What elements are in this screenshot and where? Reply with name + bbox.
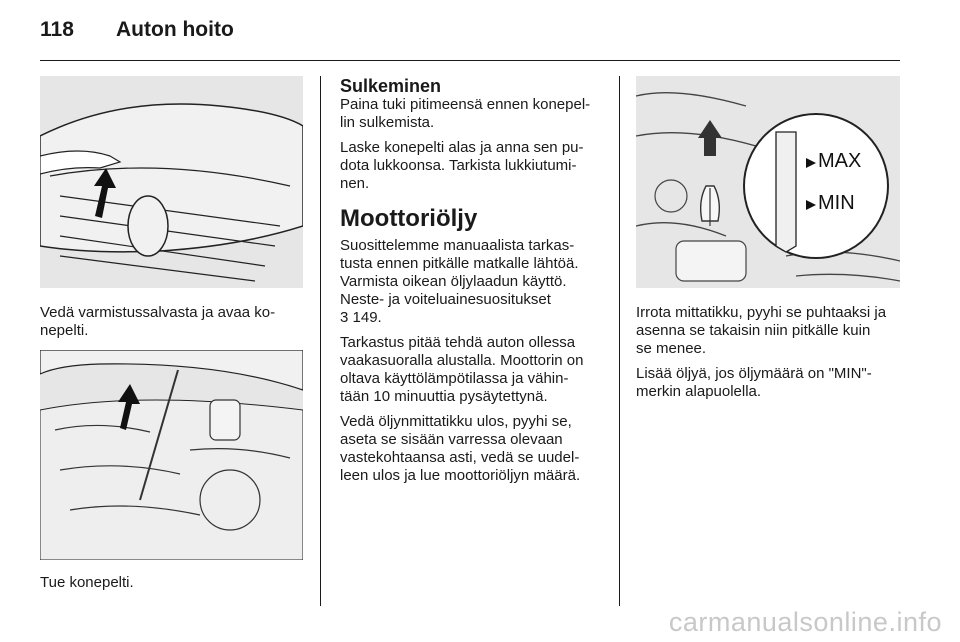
page-number: 118	[40, 18, 74, 41]
heading-engine-oil: Moottoriöljy	[340, 205, 478, 232]
caption-support-hood: Tue konepelti.	[40, 574, 134, 591]
paragraph-oil-check-conditions: Tarkastus pitää tehdä auton ollessa vaakasuoralla alustalla. Moottorin on oltava käyttölämpötilassa ja vähin- tään 10 minuuttia pysäytettynä.	[340, 334, 584, 405]
paragraph-oil-recommendation-text: Suosittelemme manuaalista tarkas- tusta ennen pitkälle matkalle lähtöä. Varmista oikean öljylaadun käyttö. Neste- ja voiteluainesuositukset	[340, 237, 579, 308]
paragraph-closing-2: Laske konepelti alas ja anna sen pu- dota lukkoonsa. Tarkista lukkiutumi- nen.	[340, 139, 584, 192]
paragraph-oil-recommendation	[340, 237, 605, 327]
section-title: Auton hoito	[116, 18, 234, 41]
dipstick-illustration	[636, 76, 900, 288]
hood-release-illustration	[40, 76, 303, 288]
watermark: carmanualsonline.info	[668, 607, 942, 637]
heading-closing: Sulkeminen	[340, 76, 442, 96]
caption-open-hood: Vedä varmistussalvasta ja avaa ko- nepelti.	[40, 304, 276, 339]
paragraph-oil-check-procedure: Vedä öljynmittatikku ulos, pyyhi se, aseta se sisään varressa olevaan vastekohtaansa asti, vedä se uudel- leen ulos ja lue moottoriöljyn määrä.	[340, 413, 581, 484]
column-divider-2	[619, 76, 620, 606]
paragraph-dipstick-reinsert: Irrota mittatikku, pyyhi se puhtaaksi ja asenna se takaisin niin pitkälle kuin se menee.	[636, 304, 887, 357]
column-1	[40, 76, 303, 599]
paragraph-closing-1: Paina tuki pitimeensä ennen konepel- lin sulkemista.	[340, 96, 591, 131]
dipstick-min-label: MIN	[818, 192, 855, 214]
paragraph-add-oil: Lisää öljyä, jos öljymäärä on "MIN"- merkin alapuolella.	[636, 365, 872, 400]
header-rule	[40, 60, 900, 61]
column-2	[340, 76, 605, 492]
column-3	[636, 76, 900, 408]
dipstick-max-label: MAX	[818, 150, 862, 172]
hood-stay-illustration	[40, 350, 303, 560]
page-reference-link[interactable]: 149.	[352, 309, 382, 326]
page-header	[40, 18, 900, 54]
page-reference-icon: 3	[340, 309, 349, 326]
column-divider-1	[320, 76, 321, 606]
